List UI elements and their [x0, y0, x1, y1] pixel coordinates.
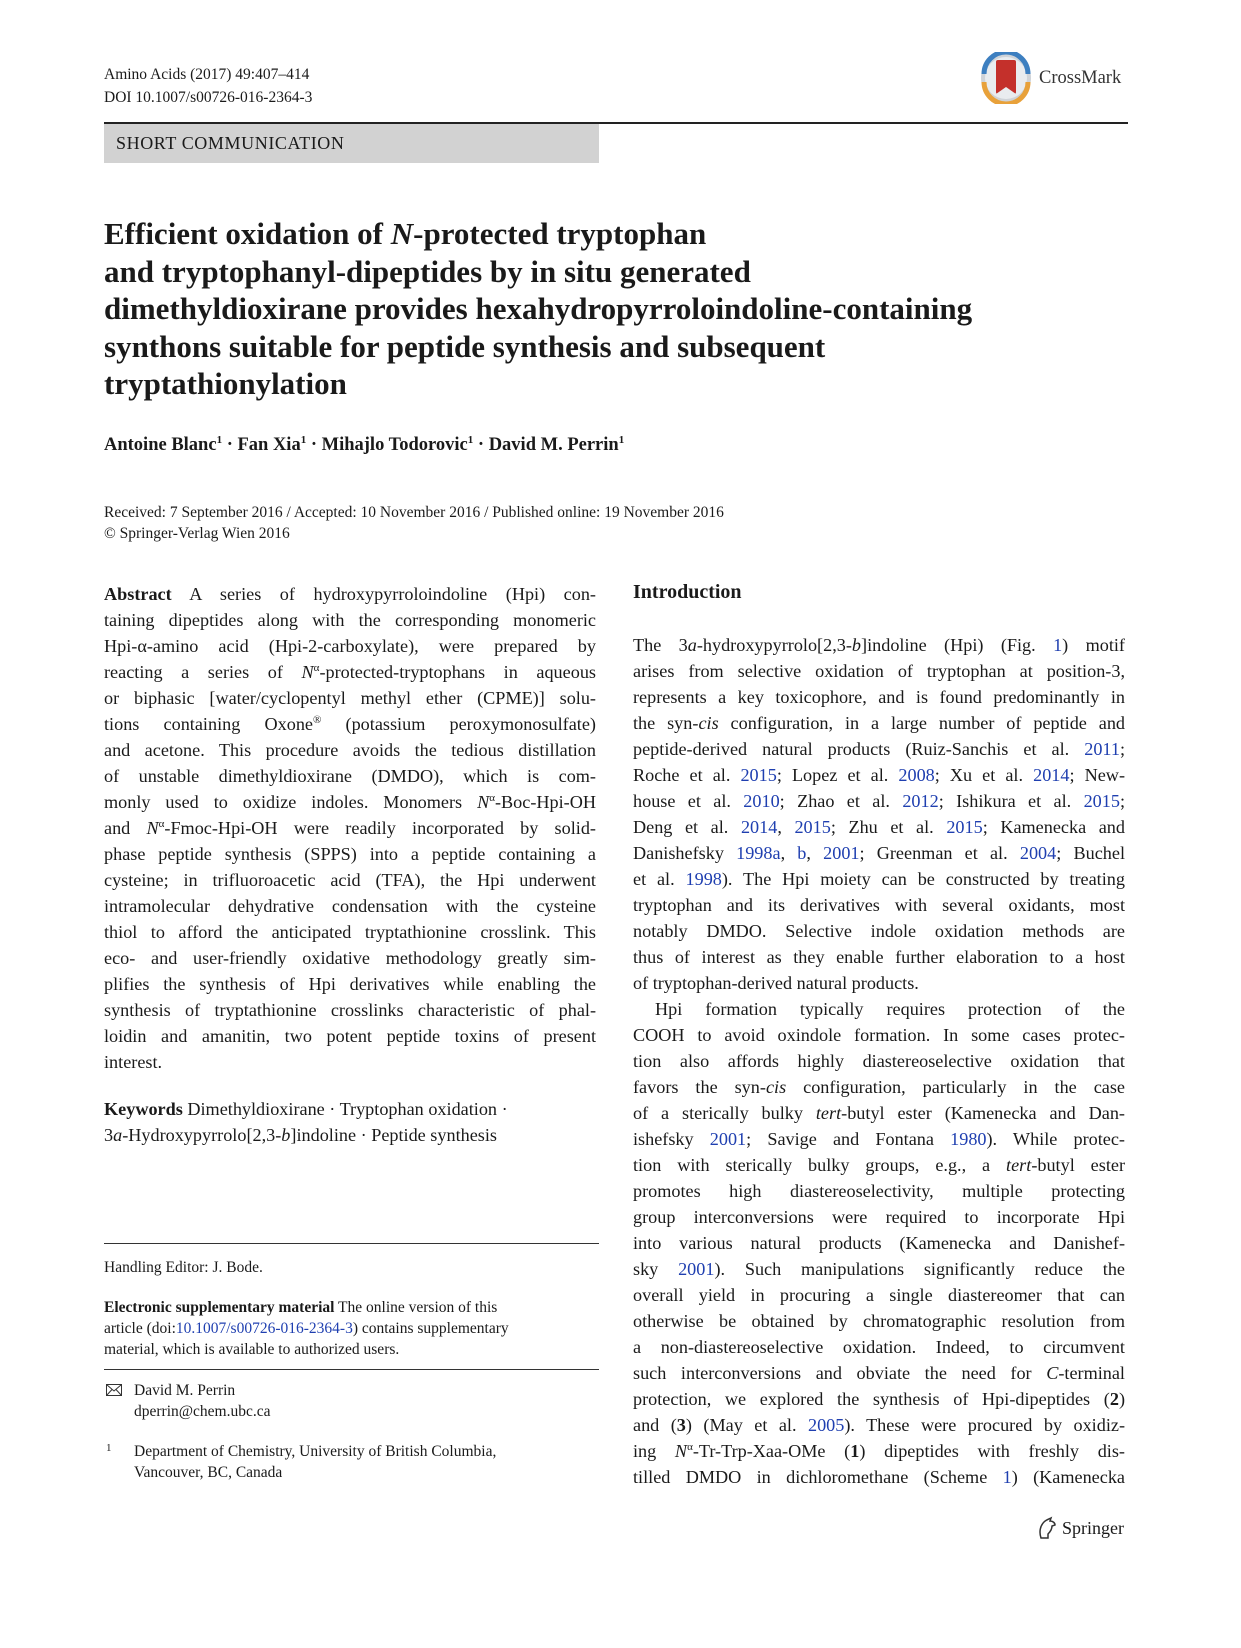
author-name[interactable]: David M. Perrin	[488, 435, 619, 455]
citation-link[interactable]: 2015	[1083, 791, 1120, 811]
citation-link[interactable]: 2012	[902, 791, 939, 811]
abstract-line: or biphasic [water/cyclopentyl methyl ether (CPME)] solu-	[104, 688, 596, 708]
intro-line: represents a key toxicophore, and is found predominantly in	[633, 687, 1125, 707]
intro-line: ishefsky 2001; Savige and Fontana 1980). While protec-	[633, 1129, 1125, 1149]
contact-email[interactable]: dperrin@chem.ubc.ca	[134, 1403, 271, 1420]
citation-link[interactable]: 2015	[740, 765, 777, 785]
intro-line: Roche et al. 2015; Lopez et al. 2008; Xu et al. 2014; New-	[633, 765, 1125, 785]
citation-link[interactable]: 2011	[1084, 739, 1120, 759]
keywords	[104, 1096, 596, 1148]
supplementary-doi-link[interactable]: 10.1007/s00726-016-2364-3	[175, 1320, 353, 1337]
footnote-rule	[104, 1369, 599, 1370]
intro-line: favors the syn-cis configuration, particularly in the case	[633, 1077, 1125, 1097]
intro-line: of tryptophan-derived natural products.	[633, 973, 919, 993]
intro-line: Danishefsky 1998a, b, 2001; Greenman et al. 2004; Buchel	[633, 843, 1125, 863]
abstract-line: plifies the synthesis of Hpi derivatives while enabling the	[104, 974, 596, 994]
intro-line: house et al. 2010; Zhao et al. 2012; Ishikura et al. 2015;	[633, 791, 1125, 811]
intro-line: tion also affords highly diastereoselective oxidation that	[633, 1051, 1125, 1071]
intro-line: a non-diastereoselective oxidation. Indeed, to circumvent	[633, 1337, 1125, 1357]
abstract-line: of unstable dimethyldioxirane (DMDO), which is com-	[104, 766, 596, 786]
author-name[interactable]: Antoine Blanc	[104, 435, 217, 455]
intro-line: protection, we explored the synthesis of Hpi-dipeptides (2)	[633, 1389, 1125, 1409]
intro-line: and (3) (May et al. 2005). These were procured by oxidiz-	[633, 1415, 1125, 1435]
abstract-line: taining dipeptides along with the corresponding monomeric	[104, 610, 596, 630]
abstract-line: monly used to oxidize indoles. Monomers $N^\alpha-Boc-Hpi-OH$	[104, 791, 596, 812]
intro-line: ing $N^\alpha-Tr-Trp-Xaa$-OMe (1) dipeptides with freshly dis-	[633, 1440, 1125, 1461]
citation-link[interactable]: 2010	[743, 791, 780, 811]
abstract-line: loidin and amanitin, two potent peptide toxins of present	[104, 1026, 596, 1046]
intro-line: overall yield in procuring a single diastereomer that can	[633, 1285, 1125, 1305]
abstract-line: phase peptide synthesis (SPPS) into a peptide containing a	[104, 844, 596, 864]
section-band	[104, 124, 599, 163]
envelope-icon	[106, 1384, 122, 1396]
intro-line: COOH to avoid oxindole formation. In some cases protec-	[633, 1025, 1125, 1045]
citation-link[interactable]: 2004	[1019, 843, 1057, 863]
affiliation-mark: 1	[618, 434, 625, 446]
keywords-line: Keywords Dimethyldioxirane · Tryptophan oxidation ·	[104, 1099, 508, 1119]
abstract-line: cysteine; in trifluoroacetic acid (TFA), the Hpi underwent	[104, 870, 596, 890]
introduction-body	[633, 632, 1125, 1490]
abstract-line: tions containing Oxone® (potassium peroxymonosulfate)	[104, 713, 596, 734]
footnote-rule	[104, 1243, 599, 1244]
title-line: and tryptophanyl-dipeptides by in situ generated	[104, 253, 751, 289]
title-line: dimethyldioxirane provides hexahydropyrroloindoline-containing	[104, 291, 973, 326]
title-line: Efficient oxidation of N-protected tryptophan	[104, 216, 707, 251]
abstract-line: reacting a series of $N^\alpha-protected$-tryptophans in aqueous	[104, 661, 596, 682]
intro-line: thus of interest as they enable further elaboration to a host	[633, 947, 1125, 967]
abstract-line: thiol to afford the anticipated tryptathionine crosslink. This	[104, 922, 596, 942]
contact-name: David M. Perrin	[134, 1382, 236, 1399]
figure-link[interactable]: 1	[1053, 635, 1063, 655]
intro-line: notably DMDO. Selective indole oxidation methods are	[633, 921, 1125, 941]
intro-line: sky 2001). Such manipulations significantly reduce the	[633, 1259, 1125, 1279]
citation-link[interactable]: 1980	[950, 1129, 987, 1149]
intro-line: tion with sterically bulky groups, e.g., a tert-butyl ester	[633, 1155, 1125, 1175]
author-list: Antoine Blanc$^1$ · Fan Xia$^1$ · Mihajlo Todorovic$^1$ · David M. Perrin$^1$	[104, 434, 625, 455]
affiliation-mark: 1	[467, 434, 474, 446]
intro-line: such interconversions and obviate the need for C-terminal	[633, 1363, 1125, 1383]
abstract-line: and acetone. This procedure avoids the tedious distillation	[104, 740, 596, 760]
citation-link[interactable]: b	[797, 843, 807, 863]
intro-line: et al. 1998). The Hpi moiety can be constructed by treating	[633, 869, 1125, 889]
affiliation: Department of Chemistry, University of British Columbia, Vancouver, BC, Canada	[134, 1443, 497, 1481]
citation-link[interactable]: 2014	[1033, 765, 1070, 785]
citation-link[interactable]: 2001	[709, 1129, 747, 1149]
article-title	[104, 215, 1104, 403]
citation-link[interactable]: 2005	[807, 1415, 845, 1435]
citation-link[interactable]: 2001	[823, 843, 860, 863]
intro-line: arises from selective oxidation of tryptophan at position-3,	[633, 661, 1125, 681]
intro-line: of a sterically bulky tert-butyl ester (Kamenecka and Dan-	[633, 1103, 1125, 1123]
abstract-line: Hpi-α-amino acid (Hpi-2-carboxylate), were prepared by	[104, 636, 596, 656]
citation-link[interactable]: 2015	[946, 817, 983, 837]
citation-link[interactable]: 2008	[898, 765, 935, 785]
title-line: tryptathionylation	[104, 366, 347, 401]
crossmark-label: CrossMark	[1039, 68, 1122, 88]
citation-link[interactable]: 1998	[685, 869, 722, 889]
abstract-line: and $N^\alpha-Fmoc-Hpi-OH$ were readily incorporated by solid-	[104, 817, 596, 838]
abstract-line: interest.	[104, 1052, 163, 1072]
doi-line: DOI 10.1007/s00726-016-2364-3	[104, 89, 313, 106]
handling-editor-note: Handling Editor: J. Bode.	[104, 1259, 263, 1276]
affiliation-mark: 1	[300, 434, 307, 446]
intro-line: peptide-derived natural products (Ruiz-Sanchis et al. 2011;	[633, 739, 1125, 759]
section-label: SHORT COMMUNICATION	[116, 133, 345, 153]
introduction-heading: Introduction	[633, 581, 742, 603]
author-name[interactable]: Fan Xia	[237, 435, 301, 455]
intro-line: promotes high diastereoselectivity, multiple protecting	[633, 1181, 1125, 1201]
springer-logo	[1036, 1516, 1131, 1542]
copyright-notice: © Springer-Verlag Wien 2016	[104, 525, 290, 542]
intro-line: group interconversions were required to incorporate Hpi	[633, 1207, 1125, 1227]
abstract	[104, 581, 596, 1075]
intro-line: the syn-cis configuration, in a large number of peptide and	[633, 713, 1125, 733]
esm-label: Electronic supplementary material	[104, 1299, 335, 1316]
intro-line: into various natural products (Kamenecka and Danishef-	[633, 1233, 1125, 1253]
citation-link[interactable]: 1998a	[736, 843, 781, 863]
crossmark-badge[interactable]	[978, 52, 1128, 104]
intro-line: tilled DMDO in dichloromethane (Scheme 1) (Kamenecka	[633, 1467, 1125, 1487]
intro-line: otherwise be obtained by chromatographic resolution from	[633, 1311, 1125, 1331]
intro-line: Hpi formation typically requires protection of the	[655, 999, 1125, 1019]
affiliation-number: 1	[106, 1442, 112, 1454]
scheme-link[interactable]: 1	[1002, 1467, 1012, 1487]
supplementary-material-note: Electronic supplementary material The online version of this article (doi:10.1007/s00726-016-2364-3) contains supplementary material, which is available to authorized users.	[104, 1299, 509, 1358]
abstract-line: Abstract A series of hydroxypyrroloindoline (Hpi) con-	[104, 584, 596, 604]
intro-line: tryptophan and its derivatives with several oxidants, most	[633, 895, 1125, 915]
author-name[interactable]: Mihajlo Todorovic	[321, 435, 468, 455]
abstract-line: synthesis of tryptathionine crosslinks characteristic of phal-	[104, 1000, 596, 1020]
intro-line: The 3a-hydroxypyrrolo[2,3-b]indoline (Hpi) (Fig. 1) motif	[633, 635, 1125, 655]
crossmark-icon	[978, 52, 1034, 104]
publication-dates: Received: 7 September 2016 / Accepted: 10 November 2016 / Published online: 19 November 2016	[104, 504, 724, 521]
springer-horse-icon	[1036, 1516, 1058, 1540]
abstract-line: eco- and user-friendly oxidative methodology greatly sim-	[104, 948, 596, 968]
keywords-label: Keywords	[104, 1099, 183, 1119]
journal-reference: Amino Acids (2017) 49:407–414	[104, 66, 310, 83]
abstract-label: Abstract	[104, 584, 172, 604]
springer-label: Springer	[1062, 1518, 1124, 1538]
citation-link[interactable]: 2015	[794, 817, 831, 837]
affiliation-mark: 1	[216, 434, 223, 446]
keywords-line: 3a-Hydroxypyrrolo[2,3-b]indoline · Peptide synthesis	[104, 1125, 497, 1145]
title-line: synthons suitable for peptide synthesis and subsequent	[104, 328, 826, 364]
intro-line: Deng et al. 2014, 2015; Zhu et al. 2015; Kamenecka and	[633, 817, 1125, 837]
citation-link[interactable]: 2014	[740, 817, 778, 837]
citation-link[interactable]: 2001	[678, 1259, 715, 1279]
abstract-line: intramolecular dehydrative condensation with the cysteine	[104, 896, 596, 916]
